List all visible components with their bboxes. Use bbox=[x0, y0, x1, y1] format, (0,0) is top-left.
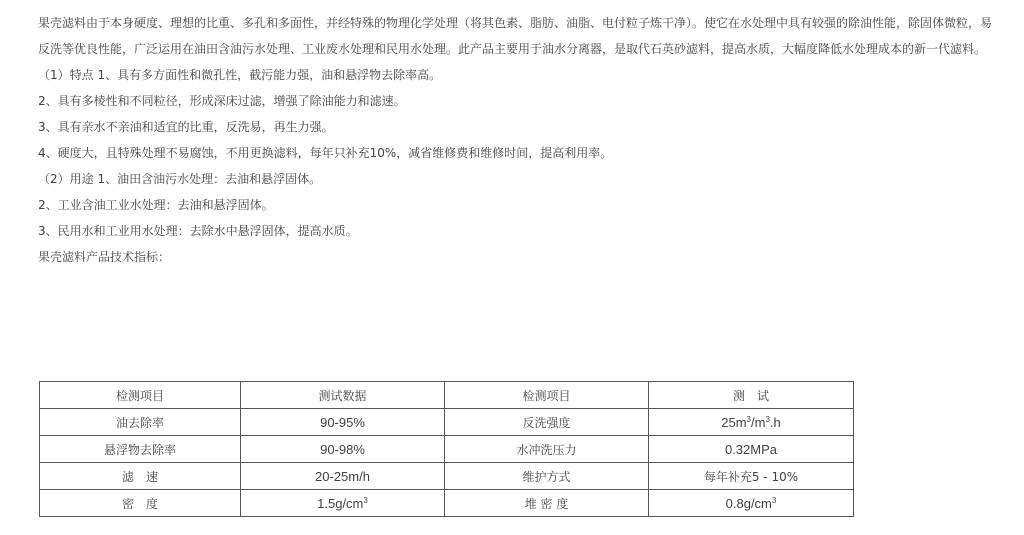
usage-line-2: 2、工业含油工业水处理：去油和悬浮固体。 bbox=[38, 198, 274, 212]
table-header-cell: 测试数据 bbox=[241, 382, 445, 409]
article-body bbox=[38, 10, 998, 270]
table-row bbox=[40, 436, 854, 463]
table-cell: 维护方式 bbox=[445, 463, 649, 490]
table-row bbox=[40, 490, 854, 517]
value-part: 1.5g/cm bbox=[317, 495, 364, 511]
table-cell bbox=[649, 409, 854, 436]
usage-line-3: 3、民用水和工业用水处理：去除水中悬浮固体，提高水质。 bbox=[38, 224, 358, 238]
table-cell: 90-98% bbox=[241, 436, 445, 463]
superscript: 3 bbox=[746, 414, 751, 424]
table-cell: 堆 密 度 bbox=[445, 490, 649, 517]
value-part: /m bbox=[751, 414, 766, 430]
table-cell: 水冲洗压力 bbox=[445, 436, 649, 463]
table-header-cell: 检测项目 bbox=[40, 382, 241, 409]
table-row bbox=[40, 409, 854, 436]
feature-line-2: 2、具有多棱性和不同粒径，形成深床过滤，增强了除油能力和滤速。 bbox=[38, 94, 406, 108]
table-cell: 油去除率 bbox=[40, 409, 241, 436]
table-header-row bbox=[40, 382, 854, 409]
value-part: 25m bbox=[721, 414, 747, 430]
superscript: 3 bbox=[363, 495, 368, 505]
spec-heading: 果壳滤料产品技术指标： bbox=[38, 250, 171, 264]
table-cell bbox=[649, 490, 854, 517]
superscript: 3 bbox=[765, 414, 770, 424]
feature-line-3: 3、具有亲水不亲油和适宜的比重，反洗易，再生力强。 bbox=[38, 120, 334, 134]
table-cell: 滤 速 bbox=[40, 463, 241, 490]
usage-line-1: （2）用途 1、油田含油污水处理：去油和悬浮固体。 bbox=[38, 172, 322, 186]
table-cell: 密 度 bbox=[40, 490, 241, 517]
value-part: 0.8g/cm bbox=[725, 495, 772, 511]
table-cell: 每年补充5 - 10% bbox=[649, 463, 854, 490]
table-cell bbox=[241, 490, 445, 517]
value-part: .h bbox=[769, 414, 781, 430]
feature-line-4: 4、硬度大，且特殊处理不易腐蚀，不用更换滤料，每年只补充10%，减省维修费和维修时间，提高利用率。 bbox=[38, 146, 613, 160]
spec-table bbox=[39, 381, 854, 517]
table-cell: 0.32MPa bbox=[649, 436, 854, 463]
feature-line-1: （1）特点 1、具有多方面性和微孔性，截污能力强，油和悬浮物去除率高。 bbox=[38, 68, 442, 82]
table-cell: 20-25m/h bbox=[241, 463, 445, 490]
intro-paragraph: 果壳滤料由于本身硬度、理想的比重、多孔和多面性，并经特殊的物理化学处理（将其色素、脂肪、油脂、电付粒子炼干净）。使它在水处理中具有较强的除油性能，除固体微粒，易反洗等优良性能，广泛运用在油田含油污水处理、工业废水处理和民用水处理。此产品主要用于油水分离器，是取代石英砂滤料，提高水质，大幅度降低水处理成本的新一代滤料。 bbox=[38, 16, 993, 56]
table-cell: 反洗强度 bbox=[445, 409, 649, 436]
table-header-cell: 检测项目 bbox=[445, 382, 649, 409]
table-row bbox=[40, 463, 854, 490]
table-cell: 悬浮物去除率 bbox=[40, 436, 241, 463]
table-header-cell: 测 试 bbox=[649, 382, 854, 409]
superscript: 3 bbox=[771, 495, 777, 505]
table-cell: 90-95% bbox=[241, 409, 445, 436]
